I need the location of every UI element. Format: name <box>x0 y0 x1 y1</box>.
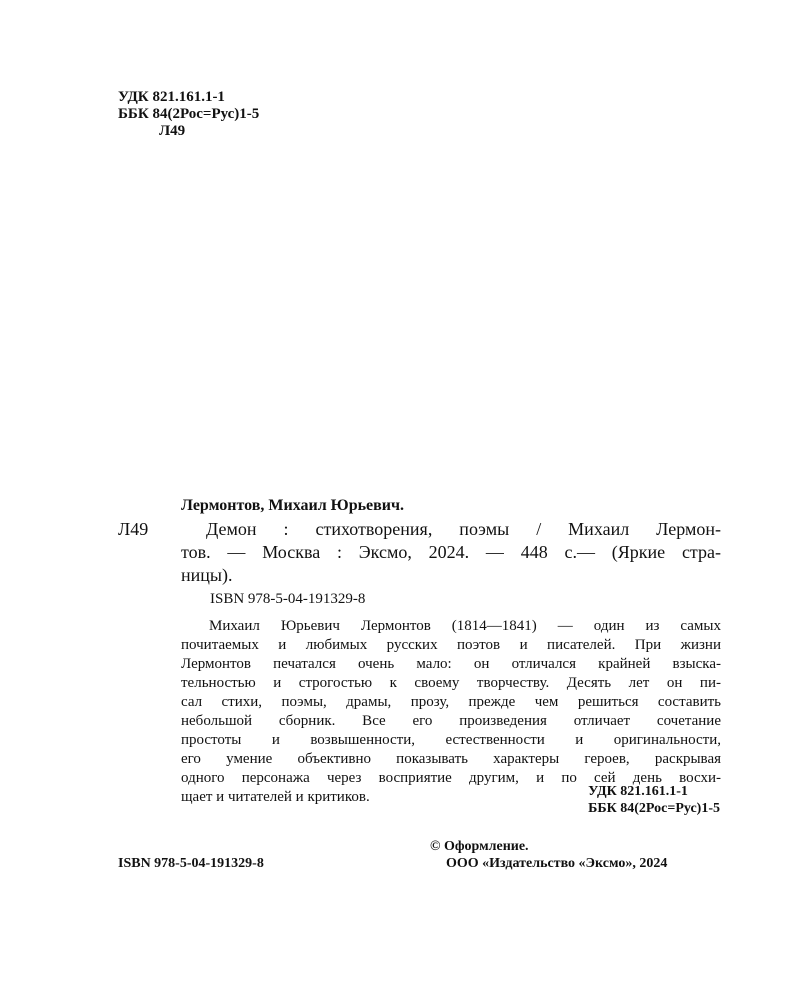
annotation-line: Михаил Юрьевич Лермонтов (1814—1841) — один из самых <box>209 618 721 634</box>
footer-isbn: ISBN 978-5-04-191329-8 <box>118 856 264 871</box>
biblio-line: Демон : стихотворения, поэмы / Михаил Лермон- <box>206 519 721 539</box>
annotation-line: сал стихи, поэмы, драмы, прозу, прежде чем решиться составить <box>181 694 721 710</box>
card-cutter-number: Л49 <box>118 519 149 539</box>
card-isbn: ISBN 978-5-04-191329-8 <box>210 591 366 607</box>
card-annotation <box>181 617 721 807</box>
biblio-line: ницы). <box>181 565 233 585</box>
top-bbk: ББК 84(2Рос=Рус)1-5 <box>118 106 260 122</box>
annotation-line: тельностью и строгостью к своему творчеству. Десять лет он пи- <box>181 675 721 691</box>
annotation-line: его умение объективно показывать характеры героев, раскрывая <box>181 751 721 767</box>
annotation-line: небольшой сборник. Все его произведения отличает сочетание <box>181 713 721 729</box>
top-udk: УДК 821.161.1-1 <box>118 89 225 105</box>
card-author-heading: Лермонтов, Михаил Юрьевич. <box>181 497 405 514</box>
top-classification-block <box>118 89 259 140</box>
top-cutter-number: Л49 <box>159 123 186 139</box>
card-udk: УДК 821.161.1-1 <box>588 784 688 799</box>
copyright-design: © Оформление. <box>430 839 529 854</box>
annotation-line: простоты и возвышенности, естественности и оригинальности, <box>181 732 721 748</box>
annotation-line: почитаемых и любимых русских поэтов и писателей. При жизни <box>181 637 721 653</box>
copyright-publisher: ООО «Издательство «Эксмо», 2024 <box>446 856 668 871</box>
card-bbk: ББК 84(2Рос=Рус)1-5 <box>588 801 720 816</box>
biblio-line: тов. — Москва : Эксмо, 2024. — 448 с.— (Яркие стра- <box>181 542 721 562</box>
annotation-line: щает и читателей и критиков. <box>181 789 370 805</box>
copyright-block <box>430 838 667 872</box>
annotation-line: Лермонтов печатался очень мало: он отличался крайней взыска- <box>181 656 721 672</box>
annotation-line: одного персонажа через восприятие другим, и по сей день восхи- <box>181 770 721 786</box>
card-classification-indices <box>588 783 720 817</box>
card-bibliographic-description <box>181 518 721 587</box>
